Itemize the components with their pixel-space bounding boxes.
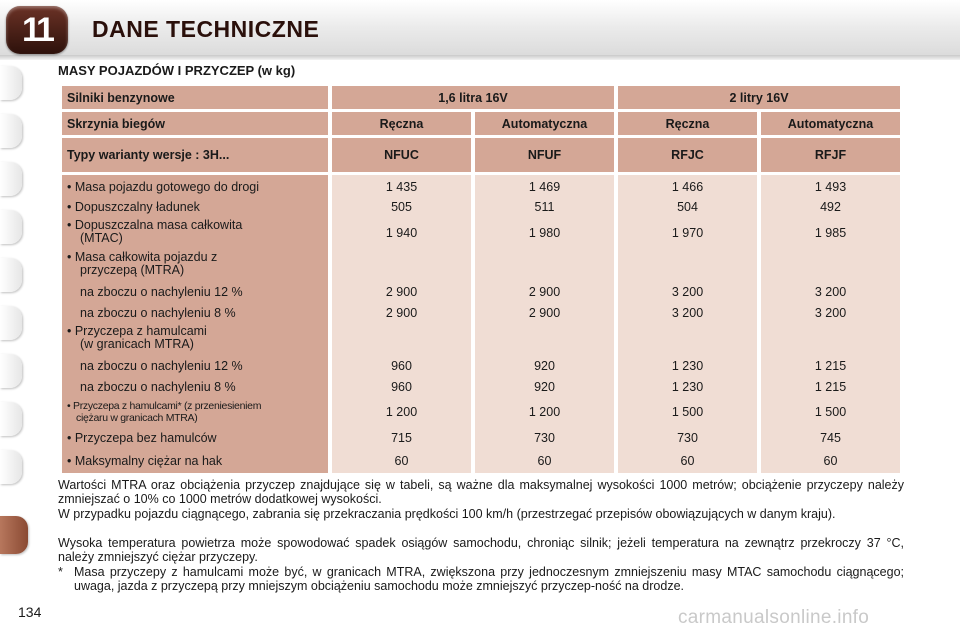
chapter-tab[interactable] — [0, 450, 22, 484]
type-header: RFJC — [618, 138, 757, 172]
value-cell: 2 900 — [528, 306, 561, 320]
weights-table — [58, 83, 904, 476]
value-cell: 1 970 — [671, 226, 704, 240]
value-cell: 730 — [677, 431, 698, 445]
value-cell: 1 985 — [814, 226, 847, 240]
row-label: (MTAC) — [80, 231, 123, 245]
value-cell — [618, 249, 757, 281]
footnote — [58, 565, 904, 593]
gearbox-header: Automatyczna — [475, 112, 614, 135]
gearbox-label: Skrzynia biegów — [62, 112, 328, 135]
row-label: • Masa pojazdu gotowego do drogi — [67, 180, 260, 194]
watermark: carmanualsonline.info — [678, 607, 870, 628]
paragraph-speed: W przypadku pojazdu ciągnącego, zabrania się przekraczania prędkości 100 km/h (przestrzegać przepisów obowiązujących w danym kraju). — [58, 507, 836, 521]
footnote-marker: * — [58, 565, 63, 579]
value-cell — [332, 323, 471, 355]
value-cell: 960 — [391, 359, 412, 373]
chapter-title: DANE TECHNICZNE — [92, 16, 320, 42]
value-cell: 1 230 — [671, 359, 704, 373]
value-column — [761, 175, 900, 473]
row-label: • Dopuszczalna masa całkowita — [67, 218, 243, 232]
types-row — [62, 138, 900, 172]
row-label: na zboczu o nachyleniu 12 % — [80, 359, 243, 373]
value-cell: 920 — [534, 359, 555, 373]
chapter-tab[interactable] — [0, 210, 22, 244]
value-cell: 1 435 — [385, 180, 418, 194]
engines-row — [62, 86, 900, 109]
value-cell: 3 200 — [814, 306, 847, 320]
chapter-tab[interactable] — [0, 354, 22, 388]
value-cell: 60 — [680, 454, 695, 468]
row-label: (w granicach MTRA) — [80, 337, 194, 351]
row-label: na zboczu o nachyleniu 8 % — [80, 306, 236, 320]
value-cell: 60 — [823, 454, 838, 468]
value-cell: 1 500 — [814, 405, 847, 419]
value-cell: 2 900 — [528, 285, 561, 299]
value-cell: 60 — [394, 454, 409, 468]
value-cell: 920 — [534, 380, 555, 394]
gearbox-header: Ręczna — [618, 112, 757, 135]
value-column — [332, 175, 471, 473]
value-cell — [475, 323, 614, 355]
value-cell: 505 — [391, 200, 412, 214]
row-label: przyczepą (MTRA) — [80, 263, 185, 277]
chapter-number-badge: 11 — [6, 6, 68, 54]
value-cell: 715 — [391, 431, 412, 445]
chapter-tab[interactable] — [0, 258, 22, 292]
value-cell: 511 — [534, 200, 555, 214]
chapter-tab-active[interactable] — [0, 516, 28, 554]
row-label: • Przyczepa bez hamulców — [67, 431, 217, 445]
paragraph-temperature: Wysoka temperatura powietrza może spowodować spadek osiągów samochodu, chroniąc silnik; jeżeli temperatura na zewnątrz przekroczy 37 °C, należy zmniejszyć ciężar przyczepy. — [58, 536, 904, 564]
type-header: NFUC — [332, 138, 471, 172]
value-cell: 3 200 — [671, 285, 704, 299]
value-cell: 1 940 — [385, 226, 418, 240]
row-label: • Przyczepa z hamulcami — [67, 324, 207, 338]
chapter-tab[interactable] — [0, 402, 22, 436]
value-cell — [618, 323, 757, 355]
value-cell — [761, 323, 900, 355]
value-cell — [761, 249, 900, 281]
chapter-tab[interactable] — [0, 114, 22, 148]
value-cell: 1 980 — [528, 226, 561, 240]
row-label: • Przyczepa z hamulcami* (z przeniesieniem — [67, 400, 262, 412]
gearbox-header: Automatyczna — [761, 112, 900, 135]
value-cell: 1 215 — [814, 359, 847, 373]
value-cell — [475, 249, 614, 281]
data-block — [62, 175, 900, 473]
type-header: NFUF — [475, 138, 614, 172]
row-label: na zboczu o nachyleniu 8 % — [80, 380, 236, 394]
engine-header: 2 litry 16V — [618, 86, 900, 109]
chapter-tab[interactable] — [0, 306, 22, 340]
value-cell: 730 — [534, 431, 555, 445]
footnote-text: Masa przyczepy z hamulcami może być, w granicach MTRA, zwiększona przy jednoczesnym zmniejszeniu masy MTAC samochodu ciągnącego; uwaga, jazda z przyczepą przy mniejszym obciążeniu samochodu może zmniejszyć przyczep-ność na drodze. — [74, 565, 904, 593]
value-cell: 1 230 — [671, 380, 704, 394]
row-label: • Maksymalny ciężar na hak — [67, 454, 223, 468]
value-cell: 1 469 — [528, 180, 561, 194]
value-column — [475, 175, 614, 473]
chapter-tabs — [0, 66, 30, 606]
gearbox-header: Ręczna — [332, 112, 471, 135]
paragraph-altitude: Wartości MTRA oraz obciążenia przyczep znajdujące się w tabeli, są ważne dla maksymalnej wysokości 1000 metrów; obciążenie przyczepy należy zmniejszać o 10% co 1000 metrów dodatkowej wysokości. — [58, 478, 904, 506]
value-cell: 745 — [820, 431, 841, 445]
value-cell: 1 215 — [814, 380, 847, 394]
gearbox-row — [62, 112, 900, 135]
types-label: Typy warianty wersje : 3H... — [62, 138, 328, 172]
value-cell: 3 200 — [814, 285, 847, 299]
value-cell: 1 200 — [385, 405, 418, 419]
chapter-tab[interactable] — [0, 66, 22, 100]
row-label: ciężaru w granicach MTRA) — [76, 412, 198, 424]
type-header: RFJF — [761, 138, 900, 172]
row-labels — [62, 175, 328, 473]
value-cell: 1 493 — [814, 180, 847, 194]
value-cell: 1 200 — [528, 405, 561, 419]
value-cell: 960 — [391, 380, 412, 394]
row-label-group — [62, 249, 328, 281]
value-cell: 1 500 — [671, 405, 704, 419]
page-number: 134 — [18, 604, 42, 620]
row-label: na zboczu o nachyleniu 12 % — [80, 285, 243, 299]
row-label-group — [62, 323, 328, 355]
value-cell: 2 900 — [385, 285, 418, 299]
value-cell: 492 — [820, 200, 841, 214]
value-cell: 1 466 — [671, 180, 704, 194]
row-label: • Dopuszczalny ładunek — [67, 200, 200, 214]
row-label-group — [62, 217, 328, 249]
engines-label: Silniki benzynowe — [62, 86, 328, 109]
section-title: MASY POJAZDÓW I PRZYCZEP (w kg) — [58, 63, 296, 78]
value-cell — [332, 249, 471, 281]
value-cell: 3 200 — [671, 306, 704, 320]
row-label: • Masa całkowita pojazdu z — [67, 250, 218, 264]
chapter-tab[interactable] — [0, 162, 22, 196]
value-column — [618, 175, 757, 473]
value-cell: 504 — [677, 200, 698, 214]
engine-header: 1,6 litra 16V — [332, 86, 614, 109]
value-cell: 60 — [537, 454, 552, 468]
row-label-group — [62, 397, 328, 427]
value-cell: 2 900 — [385, 306, 418, 320]
